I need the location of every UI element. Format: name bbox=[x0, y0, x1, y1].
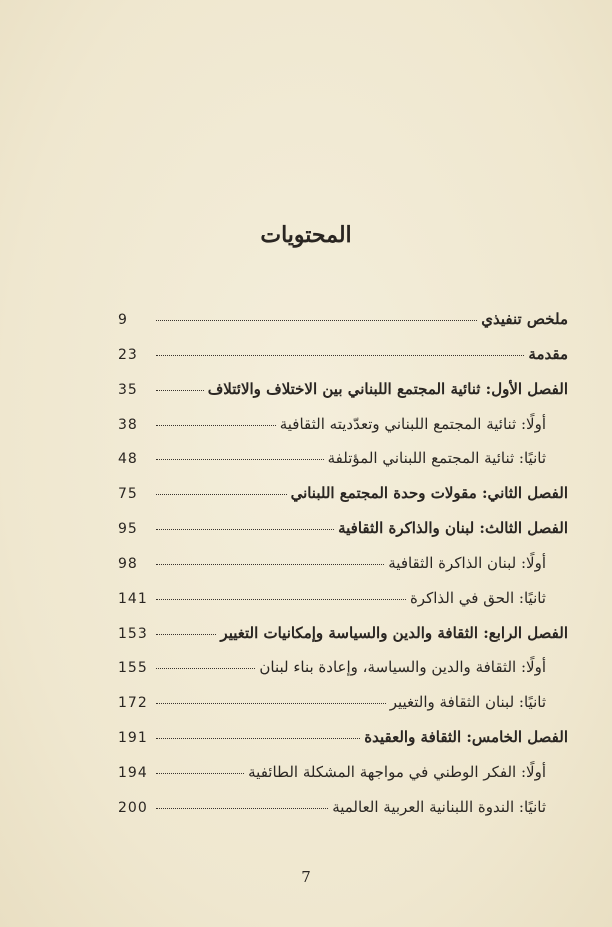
toc-entry-page: 48 bbox=[118, 451, 138, 468]
toc-entry bbox=[118, 589, 568, 624]
toc-entry-title: أولًا: الفكر الوطني في مواجهة المشكلة الطائفية bbox=[248, 762, 546, 781]
toc-entry-title: الفصل الخامس: الثقافة والعقيدة bbox=[364, 728, 568, 747]
dot-leader bbox=[156, 634, 216, 635]
toc-entry-title: أولًا: لبنان الذاكرة الثقافية bbox=[388, 553, 546, 572]
dot-leader bbox=[156, 425, 276, 426]
toc-entry-page: 141 bbox=[118, 590, 148, 607]
toc-entry bbox=[118, 415, 568, 450]
toc-entry-page: 191 bbox=[118, 730, 148, 747]
toc-entry bbox=[118, 624, 568, 659]
toc-entry bbox=[118, 728, 568, 763]
toc-entry-title: الفصل الأول: ثنائية المجتمع اللبناني بين الاختلاف والائتلاف bbox=[207, 379, 568, 398]
dot-leader bbox=[156, 529, 334, 530]
toc-entry-title: أولًا: ثنائية المجتمع اللبناني وتعدّديته الثقافية bbox=[279, 414, 546, 433]
toc-entry bbox=[118, 310, 568, 345]
toc-entry-page: 200 bbox=[118, 799, 148, 816]
toc-entry-title: أولًا: الثقافة والدين والسياسة، وإعادة بناء لبنان bbox=[259, 658, 546, 677]
dot-leader bbox=[156, 564, 384, 565]
toc-entry bbox=[118, 798, 568, 833]
toc-entry-title: الفصل الثاني: مقولات وحدة المجتمع اللبناني bbox=[290, 484, 568, 503]
toc-entry-page: 172 bbox=[118, 695, 148, 712]
toc-entry-title: ثانيًا: لبنان الثقافة والتغيير bbox=[389, 693, 546, 712]
toc-entry-title: مقدمة bbox=[528, 344, 568, 363]
toc-entry bbox=[118, 763, 568, 798]
toc-entry bbox=[118, 658, 568, 693]
toc-entry-title: الفصل الثالث: لبنان والذاكرة الثقافية bbox=[338, 519, 568, 538]
toc-entry bbox=[118, 345, 568, 380]
toc-entry bbox=[118, 484, 568, 519]
dot-leader bbox=[156, 599, 406, 600]
dot-leader bbox=[156, 668, 255, 669]
table-of-contents bbox=[118, 310, 568, 833]
dot-leader bbox=[156, 738, 360, 739]
dot-leader bbox=[156, 494, 287, 495]
page-number: 7 bbox=[301, 868, 311, 886]
dot-leader bbox=[156, 703, 386, 704]
toc-entry-title: ثانيًا: ثنائية المجتمع اللبناني المؤتلفة bbox=[327, 449, 546, 468]
toc-entry bbox=[118, 519, 568, 554]
toc-entry-page: 23 bbox=[118, 346, 138, 363]
toc-entry-title: ثانيًا: الندوة اللبنانية العربية العالمية bbox=[332, 797, 546, 816]
toc-entry-page: 153 bbox=[118, 625, 148, 642]
dot-leader bbox=[156, 355, 524, 356]
toc-entry-title: ملخص تنفيذي bbox=[481, 310, 568, 328]
dot-leader bbox=[156, 459, 324, 460]
toc-entry bbox=[118, 554, 568, 589]
toc-entry-page: 75 bbox=[118, 486, 138, 503]
toc-entry-page: 194 bbox=[118, 764, 148, 781]
toc-entry bbox=[118, 693, 568, 728]
toc-entry bbox=[118, 449, 568, 484]
toc-entry-page: 38 bbox=[118, 416, 138, 433]
toc-entry-page: 155 bbox=[118, 660, 148, 677]
toc-entry-title: الفصل الرابع: الثقافة والدين والسياسة وإمكانيات التغيير bbox=[220, 623, 568, 642]
toc-entry-page: 95 bbox=[118, 521, 138, 538]
dot-leader bbox=[156, 808, 328, 809]
toc-entry-title: ثانيًا: الحق في الذاكرة bbox=[409, 588, 546, 607]
toc-entry-page: 35 bbox=[118, 381, 138, 398]
dot-leader bbox=[156, 320, 477, 321]
dot-leader bbox=[156, 773, 244, 774]
toc-entry-page: 98 bbox=[118, 555, 138, 572]
page-title: المحتويات bbox=[260, 222, 352, 248]
toc-entry bbox=[118, 380, 568, 415]
dot-leader bbox=[156, 390, 204, 391]
toc-entry-page: 9 bbox=[118, 312, 128, 328]
